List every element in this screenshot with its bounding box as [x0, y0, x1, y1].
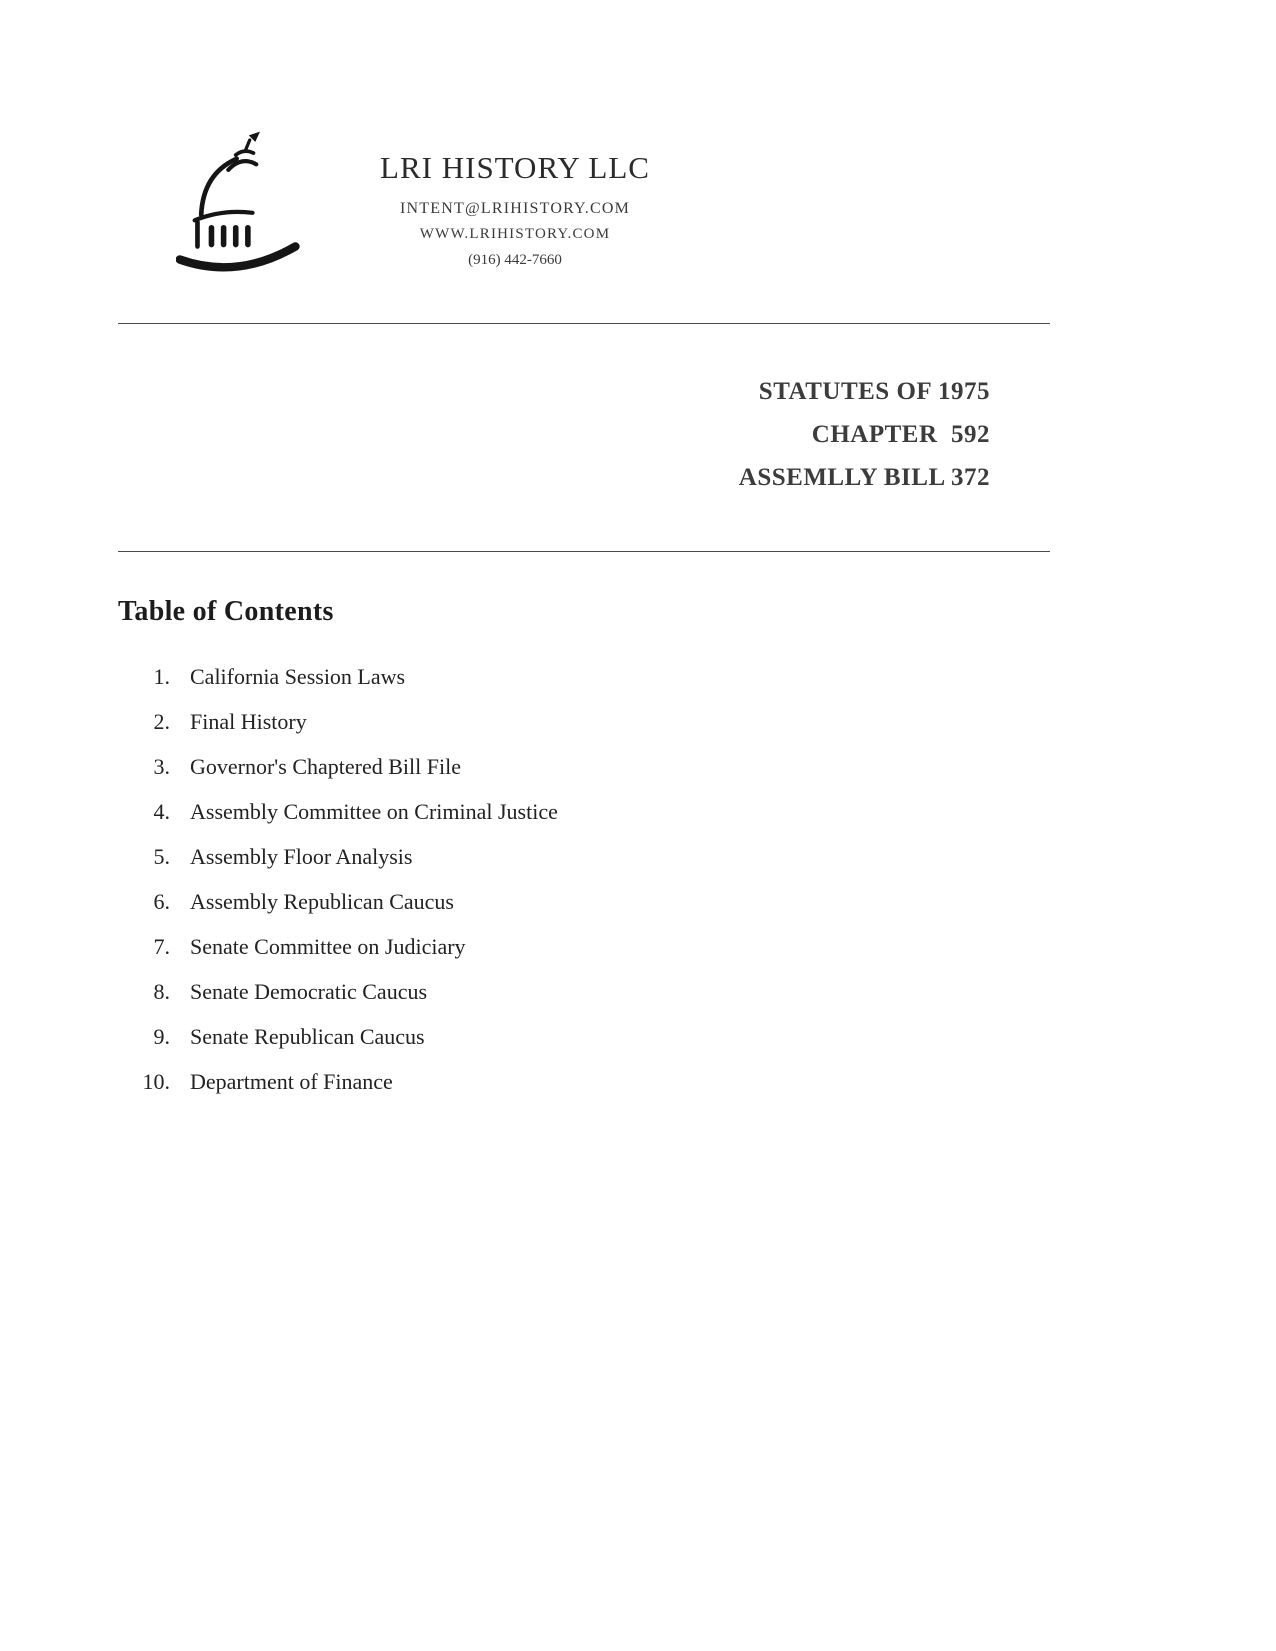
toc-item-number: 10.	[142, 1069, 170, 1094]
company-website: WWW.LRIHISTORY.COM	[419, 226, 611, 242]
document-title-block	[0, 370, 1276, 499]
toc-item-number: 2.	[153, 709, 170, 734]
toc-item-label: Senate Republican Caucus	[190, 1024, 425, 1049]
toc-item	[118, 1024, 1050, 1050]
toc-item-label: Assembly Republican Caucus	[190, 889, 454, 914]
toc-item	[118, 1069, 1050, 1095]
chapter-line: CHAPTER 592	[811, 421, 990, 448]
company-email: INTENT@LRIHISTORY.COM	[399, 200, 631, 217]
toc-item-label: Assembly Floor Analysis	[190, 844, 413, 869]
toc-heading: Table of Contents	[118, 596, 334, 627]
statutes-line: STATUTES OF 1975	[758, 378, 990, 405]
toc-item	[118, 844, 1050, 870]
toc-item	[118, 709, 1050, 735]
toc-item	[118, 934, 1050, 960]
toc-item-number: 6.	[153, 889, 170, 914]
toc-item-label: Final History	[190, 709, 307, 734]
toc-item-number: 5.	[153, 844, 170, 869]
letterhead	[0, 0, 1276, 281]
toc-item-label: California Session Laws	[190, 664, 406, 689]
bill-line: ASSEMLLY BILL 372	[738, 464, 990, 491]
toc-item-number: 4.	[153, 799, 170, 824]
toc-item-label: Senate Committee on Judiciary	[190, 934, 466, 959]
toc-item	[118, 754, 1050, 780]
company-phone: (916) 442-7660	[468, 252, 562, 268]
toc-item-number: 1.	[153, 664, 170, 689]
divider-bottom	[118, 551, 1050, 552]
letterhead-text	[350, 150, 680, 269]
toc-item	[118, 664, 1050, 690]
toc-item-number: 7.	[153, 934, 170, 959]
toc-item-number: 3.	[153, 754, 170, 779]
divider-top	[118, 323, 1050, 324]
toc-item-label: Senate Democratic Caucus	[190, 979, 428, 1004]
toc-item	[118, 889, 1050, 915]
toc-item-label: Governor's Chaptered Bill File	[190, 754, 461, 779]
toc-item	[118, 799, 1050, 825]
toc-list	[118, 664, 1050, 1095]
toc-item-number: 8.	[153, 979, 170, 1004]
toc-item-label: Assembly Committee on Criminal Justice	[190, 799, 558, 824]
company-name: LRI HISTORY LLC	[380, 150, 650, 185]
toc-item-label: Department of Finance	[190, 1069, 393, 1094]
toc-item-number: 9.	[153, 1024, 170, 1049]
toc-item	[118, 979, 1050, 1005]
capitol-sketch-icon	[176, 126, 316, 281]
